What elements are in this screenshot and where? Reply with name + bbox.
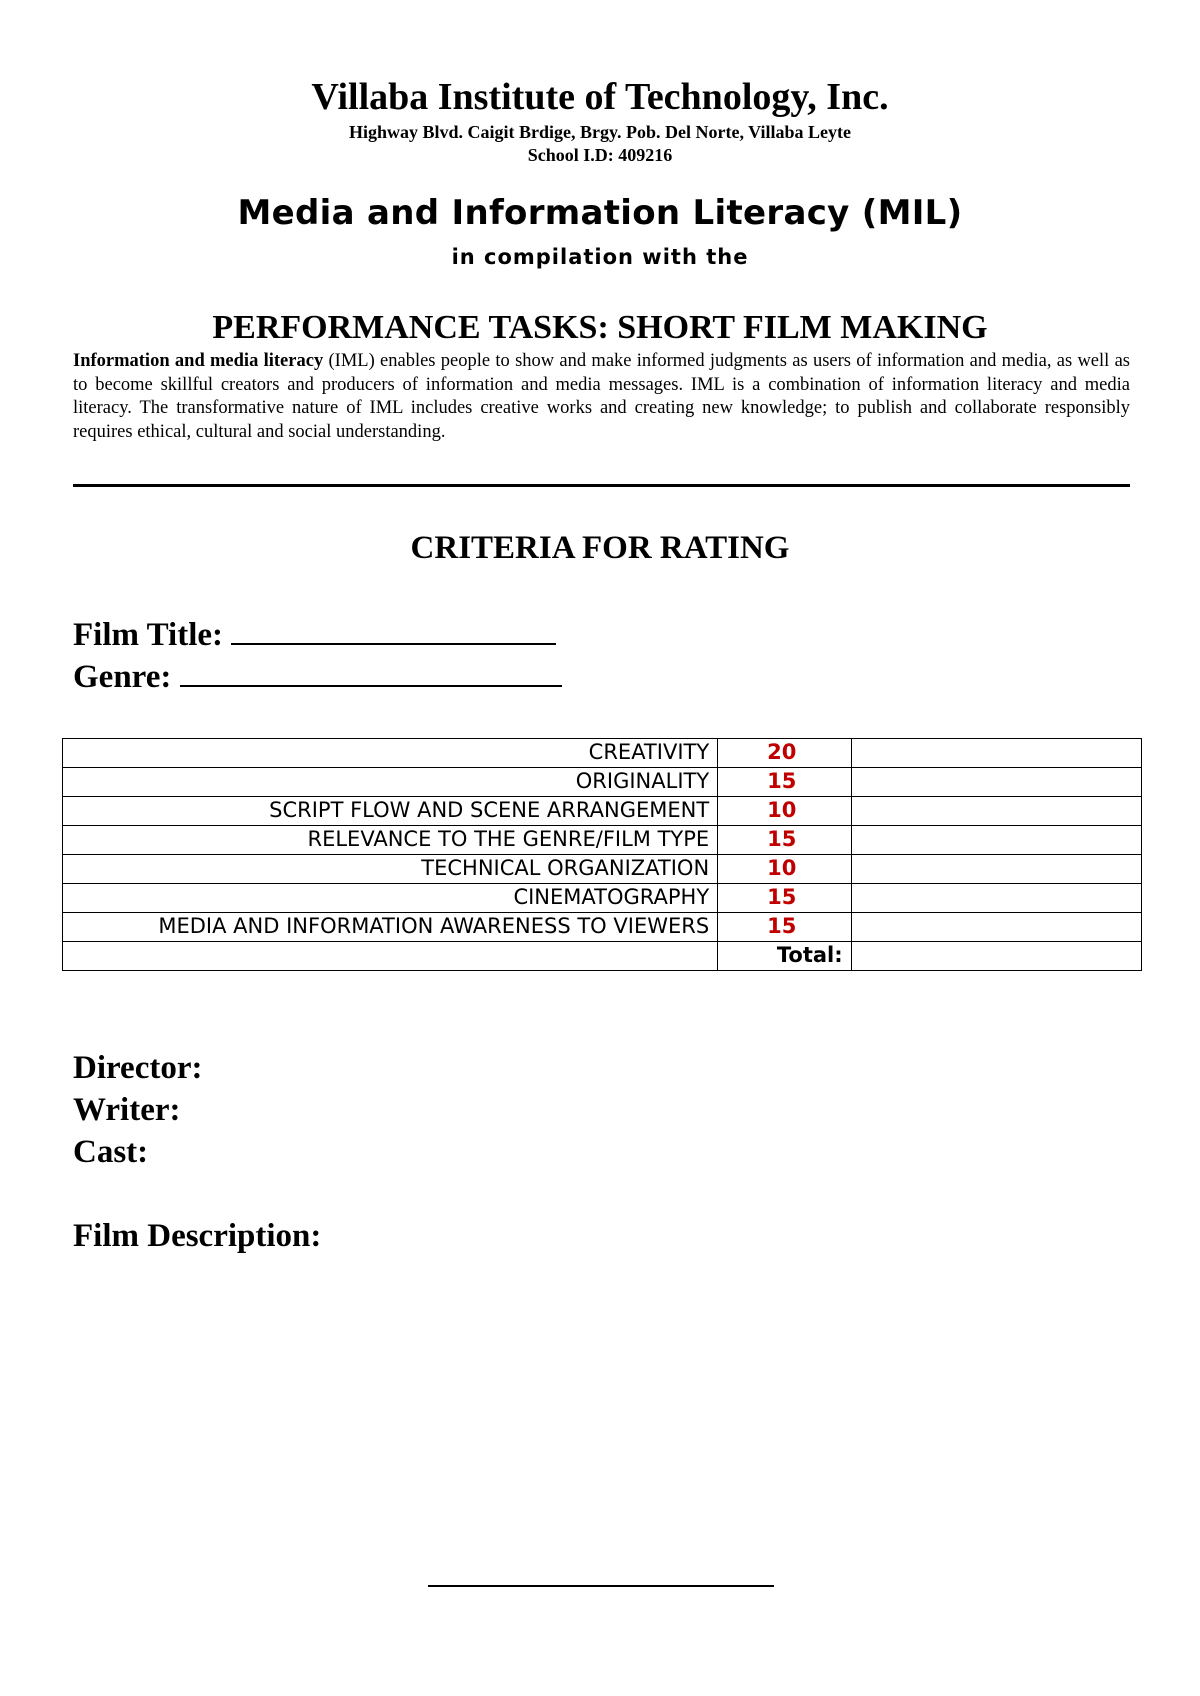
criterion-cell: CINEMATOGRAPHY [63,884,718,913]
cast-label: Cast: [73,1134,149,1170]
genre-label: Genre: [73,659,172,695]
school-name: Villaba Institute of Technology, Inc. [311,76,889,118]
total-empty-cell [63,942,718,971]
score-cell[interactable] [851,884,1141,913]
score-cell[interactable] [851,855,1141,884]
film-description-label: Film Description: [73,1218,322,1254]
school-address: Highway Blvd. Caigit Brdige, Brgy. Pob. Del Norte, Villaba Leyte [349,122,851,142]
film-title-field [73,615,556,654]
score-cell[interactable] [851,768,1141,797]
table-row [63,913,1142,942]
school-id: School I.D: 409216 [527,145,673,165]
criterion-cell: TECHNICAL ORGANIZATION [63,855,718,884]
subject-title: Media and Information Literacy (MIL) [237,193,963,233]
table-row [63,797,1142,826]
intro-paragraph [73,350,1130,444]
rating-table-body [63,739,1142,971]
points-cell: 20 [718,739,851,768]
score-cell[interactable] [851,797,1141,826]
rating-table [62,738,1142,971]
performance-task-title: PERFORMANCE TASKS: SHORT FILM MAKING [212,309,988,346]
points-cell: 15 [718,826,851,855]
intro-body: (IML) enables people to show and make informed judgments as users of information and media, as well as to become skillful creators and producers of information and media messages. IML is a combination of information literacy and media literacy. The transformative nature of IML includes creative works and creating new knowledge; to publish and collaborate responsibly requires ethical, cultural and social understanding. [73,351,1131,442]
points-cell: 10 [718,797,851,826]
writer-label: Writer: [73,1092,181,1128]
table-row [63,884,1142,913]
table-row [63,739,1142,768]
director-label: Director: [73,1050,203,1086]
criterion-cell: RELEVANCE TO THE GENRE/FILM TYPE [63,826,718,855]
intro-bold-term: Information and media literacy [73,351,324,371]
points-cell: 10 [718,855,851,884]
horizontal-divider [73,484,1130,487]
genre-field [73,657,562,696]
table-row [63,855,1142,884]
criterion-cell: MEDIA AND INFORMATION AWARENESS TO VIEWERS [63,913,718,942]
compilation-subtitle: in compilation with the [451,245,749,269]
signature-line[interactable] [428,1585,774,1587]
score-cell[interactable] [851,913,1141,942]
score-cell[interactable] [851,826,1141,855]
criteria-title: CRITERIA FOR RATING [410,530,790,566]
film-title-blank[interactable] [231,615,556,645]
points-cell: 15 [718,913,851,942]
points-cell: 15 [718,768,851,797]
genre-blank[interactable] [180,657,562,687]
total-label: Total: [718,942,851,971]
criterion-cell: SCRIPT FLOW AND SCENE ARRANGEMENT [63,797,718,826]
table-row [63,768,1142,797]
total-score-cell[interactable] [851,942,1141,971]
film-title-label: Film Title: [73,617,224,653]
criterion-cell: CREATIVITY [63,739,718,768]
points-cell: 15 [718,884,851,913]
table-row [63,826,1142,855]
score-cell[interactable] [851,739,1141,768]
criterion-cell: ORIGINALITY [63,768,718,797]
total-row [63,942,1142,971]
